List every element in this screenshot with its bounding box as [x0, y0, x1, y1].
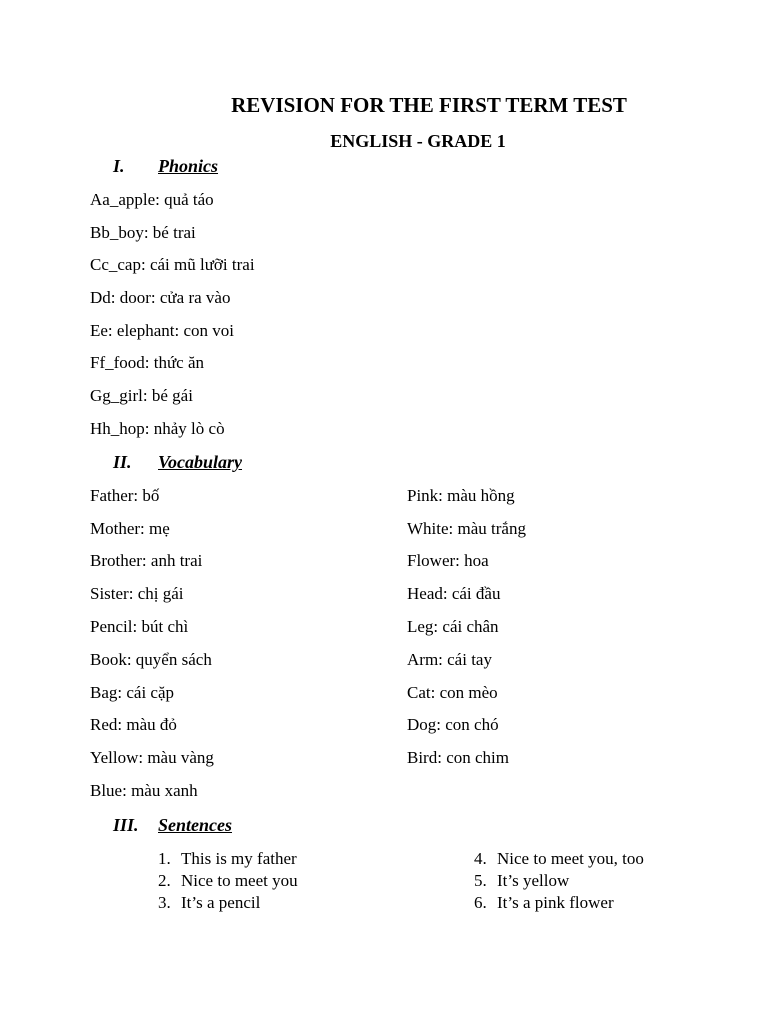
sentence-item — [474, 893, 614, 913]
vocabulary-item: Leg: cái chân — [407, 617, 499, 636]
section-number: II. — [113, 452, 132, 472]
section-heading-vocabulary — [113, 452, 242, 473]
sentence-number: 3. — [158, 893, 171, 912]
vocabulary-item: Sister: chị gái — [90, 584, 184, 603]
phonics-item: Hh_hop: nhảy lò cò — [90, 419, 225, 438]
sentence-number: 6. — [474, 893, 487, 912]
vocabulary-item: Head: cái đầu — [407, 584, 501, 603]
section-heading-sentences — [113, 815, 232, 836]
sentence-number: 4. — [474, 849, 487, 868]
vocabulary-item: Yellow: màu vàng — [90, 748, 214, 767]
section-number: I. — [113, 156, 125, 176]
sentence-text: It’s a pink flower — [497, 893, 614, 912]
vocabulary-item: Flower: hoa — [407, 551, 489, 570]
section-name: Phonics — [158, 156, 219, 176]
sentence-text: This is my father — [181, 849, 297, 868]
section-name: Sentences — [158, 815, 232, 835]
sentence-number: 1. — [158, 849, 171, 868]
sentence-item — [158, 871, 298, 891]
vocabulary-item: Dog: con chó — [407, 715, 499, 734]
phonics-item: Cc_cap: cái mũ lưỡi trai — [90, 255, 255, 274]
phonics-item: Dd: door: cửa ra vào — [90, 288, 231, 307]
vocabulary-item: Blue: màu xanh — [90, 781, 198, 800]
sentence-text: Nice to meet you — [181, 871, 298, 890]
section-number: III. — [113, 815, 139, 835]
sentence-item — [474, 849, 644, 869]
sentence-text: It’s a pencil — [181, 893, 261, 912]
sentence-text: Nice to meet you, too — [497, 849, 644, 868]
sentence-number: 5. — [474, 871, 487, 890]
sentence-text: It’s yellow — [497, 871, 570, 890]
document-title: REVISION FOR THE FIRST TERM TEST — [231, 93, 627, 117]
vocabulary-item: Red: màu đỏ — [90, 715, 177, 734]
phonics-item: Ee: elephant: con voi — [90, 321, 234, 340]
vocabulary-item: Bag: cái cặp — [90, 683, 175, 702]
sentence-item — [158, 893, 260, 913]
section-heading-phonics — [113, 156, 218, 177]
sentence-item — [474, 871, 569, 891]
document-subtitle: ENGLISH - GRADE 1 — [330, 131, 506, 151]
sentence-item — [158, 849, 297, 869]
vocabulary-item: Cat: con mèo — [407, 683, 498, 702]
phonics-item: Aa_apple: quả táo — [90, 190, 214, 209]
vocabulary-item: Pencil: bút chì — [90, 617, 189, 636]
vocabulary-item: Father: bố — [90, 486, 160, 505]
vocabulary-item: Book: quyển sách — [90, 650, 212, 669]
phonics-item: Bb_boy: bé trai — [90, 223, 196, 242]
vocabulary-item: Brother: anh trai — [90, 551, 203, 570]
vocabulary-item: Arm: cái tay — [407, 650, 492, 669]
section-name: Vocabulary — [158, 452, 243, 472]
vocabulary-item: Pink: màu hồng — [407, 486, 515, 505]
sentence-number: 2. — [158, 871, 171, 890]
vocabulary-item: Mother: mẹ — [90, 519, 170, 538]
phonics-item: Ff_food: thức ăn — [90, 353, 205, 372]
vocabulary-item: Bird: con chim — [407, 748, 509, 767]
phonics-item: Gg_girl: bé gái — [90, 386, 193, 405]
vocabulary-item: White: màu trắng — [407, 519, 526, 538]
